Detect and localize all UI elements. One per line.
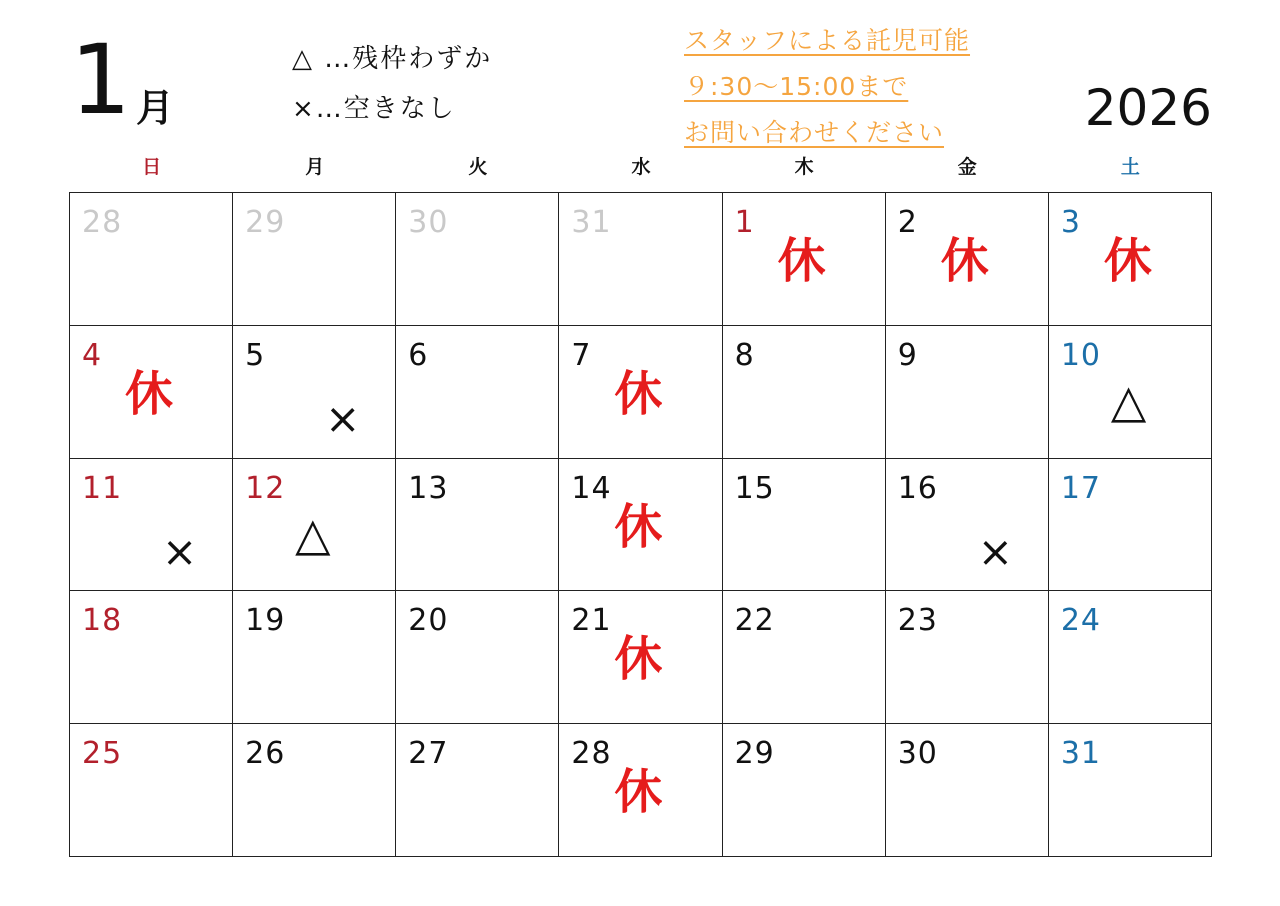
day-cell (559, 459, 722, 592)
weekday-sun: 日 (142, 156, 162, 178)
day-number: 9 (897, 337, 918, 373)
childcare-notice (684, 18, 970, 156)
closed-mark: 休 (777, 233, 826, 289)
day-number: 24 (1060, 603, 1102, 639)
day-number: 16 (897, 470, 938, 506)
closed-mark: 休 (1103, 233, 1152, 289)
weekday-wed: 水 (631, 156, 651, 178)
day-number: 15 (734, 470, 775, 506)
closed-mark: 休 (614, 764, 663, 821)
day-cell (70, 591, 233, 724)
weekday-thu: 木 (794, 156, 814, 178)
day-cell (70, 724, 233, 857)
day-cell (70, 459, 233, 592)
day-cell (70, 326, 233, 459)
day-cell (559, 326, 722, 459)
day-cell (886, 724, 1049, 857)
day-number: 20 (408, 603, 449, 639)
day-number: 30 (408, 205, 449, 240)
day-number: 17 (1060, 470, 1102, 506)
notice-line-2: ９:30～15:00まで (684, 72, 909, 101)
day-cell (233, 459, 396, 592)
day-number: 31 (571, 205, 612, 240)
day-cell (886, 193, 1049, 326)
day-cell (723, 459, 886, 592)
legend (292, 34, 492, 134)
few-left-mark: △ (295, 506, 331, 561)
day-cell (559, 724, 722, 857)
closed-mark: 休 (614, 365, 663, 422)
full-mark: × (325, 393, 361, 443)
day-cell (1049, 193, 1212, 326)
day-cell (1049, 591, 1212, 724)
day-cell (396, 193, 559, 326)
day-number: 30 (897, 736, 938, 772)
notice-line-1: スタッフによる託児可能 (684, 26, 971, 55)
day-number: 29 (245, 205, 286, 240)
day-cell (886, 459, 1049, 592)
day-cell (886, 591, 1049, 724)
calendar-grid (69, 192, 1212, 857)
day-cell (396, 591, 559, 724)
day-number: 10 (1060, 337, 1102, 373)
day-number: 2 (897, 205, 918, 240)
weekday-sat: 土 (1120, 156, 1140, 178)
year: 2026 (1084, 79, 1212, 137)
day-number: 4 (82, 337, 103, 373)
day-cell (886, 326, 1049, 459)
day-number: 11 (82, 470, 123, 506)
legend-full: ×…空きなし (292, 94, 456, 124)
day-number: 23 (897, 603, 938, 639)
day-number: 7 (571, 337, 592, 373)
day-number: 27 (408, 736, 449, 772)
weekday-mon: 月 (305, 156, 325, 178)
day-number: 3 (1060, 205, 1081, 240)
day-number: 25 (82, 736, 123, 772)
day-cell (396, 326, 559, 459)
day-cell (233, 193, 396, 326)
day-number: 26 (245, 736, 286, 772)
closed-mark: 休 (614, 498, 663, 555)
day-cell (233, 724, 396, 857)
month-label: 月 (136, 86, 175, 130)
day-number: 19 (245, 603, 286, 639)
day-number: 13 (408, 470, 449, 506)
day-number: 8 (734, 337, 755, 373)
day-number: 1 (734, 205, 755, 240)
few-left-mark: △ (1110, 373, 1147, 428)
weekday-header (70, 152, 1212, 179)
day-cell (233, 326, 396, 459)
day-cell (396, 724, 559, 857)
day-number: 31 (1060, 736, 1102, 772)
day-cell (233, 591, 396, 724)
day-cell (559, 591, 722, 724)
day-number: 12 (245, 470, 286, 506)
full-mark: × (162, 526, 198, 576)
day-number: 21 (571, 603, 612, 639)
day-cell (723, 591, 886, 724)
full-mark: × (977, 526, 1013, 576)
weekday-tue: 火 (468, 156, 488, 178)
day-cell (1049, 326, 1212, 459)
day-number: 22 (734, 603, 775, 639)
closed-mark: 休 (940, 233, 989, 289)
closed-mark: 休 (614, 631, 663, 688)
day-number: 14 (571, 470, 612, 506)
day-number: 28 (82, 205, 123, 240)
day-number: 18 (82, 603, 123, 639)
day-cell (396, 459, 559, 592)
day-cell (723, 326, 886, 459)
day-cell (723, 724, 886, 857)
day-cell (70, 193, 233, 326)
legend-few-left: △ …残枠わずか (292, 44, 493, 74)
notice-line-3: お問い合わせください (684, 118, 945, 147)
day-number: 6 (408, 337, 429, 373)
closed-mark: 休 (125, 365, 174, 422)
day-cell (1049, 459, 1212, 592)
month-number: 1 (70, 24, 132, 136)
day-number: 28 (571, 736, 612, 772)
day-cell (723, 193, 886, 326)
day-number: 5 (245, 337, 266, 373)
weekday-fri: 金 (957, 156, 977, 178)
day-number: 29 (734, 736, 775, 772)
day-cell (1049, 724, 1212, 857)
day-cell (559, 193, 722, 326)
